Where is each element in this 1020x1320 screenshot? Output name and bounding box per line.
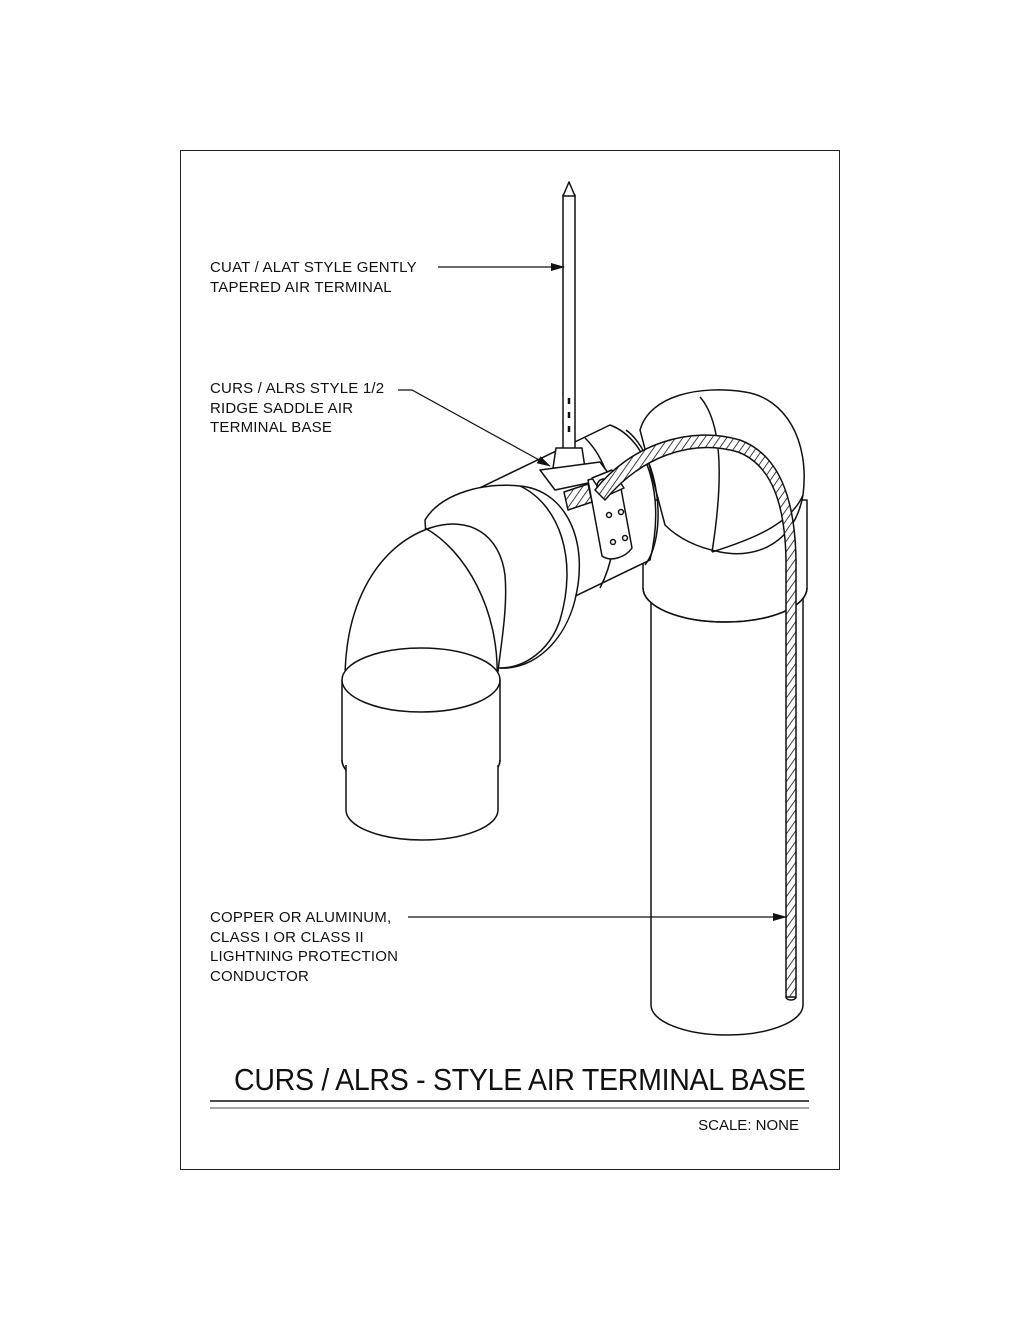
drawing-title: CURS / ALRS - STYLE AIR TERMINAL BASE — [234, 1062, 806, 1097]
vertical-pipe-right — [651, 585, 803, 1035]
left-down-pipe — [346, 765, 498, 840]
callout-saddle-base — [210, 379, 384, 438]
callout-line: CUAT / ALAT STYLE GENTLY — [210, 259, 417, 276]
air-terminal-rod — [563, 182, 575, 457]
callout-line: TAPERED AIR TERMINAL — [210, 278, 392, 296]
callout-air-terminal — [210, 258, 417, 297]
callout-line: LIGHTNING PROTECTION — [210, 948, 399, 965]
callout-line: CURS / ALRS STYLE 1/2 — [210, 380, 385, 397]
callout-line: CLASS I OR CLASS II — [210, 928, 364, 946]
callout-line: COPPER OR ALUMINUM, — [210, 909, 392, 926]
callout-conductor — [210, 908, 398, 986]
callout-line: RIDGE SADDLE AIR — [210, 399, 354, 417]
callout-line: TERMINAL BASE — [210, 419, 333, 436]
leader-saddle-base — [398, 390, 550, 466]
scale-label: SCALE: NONE — [698, 1117, 799, 1134]
callout-line: CONDUCTOR — [210, 967, 310, 985]
